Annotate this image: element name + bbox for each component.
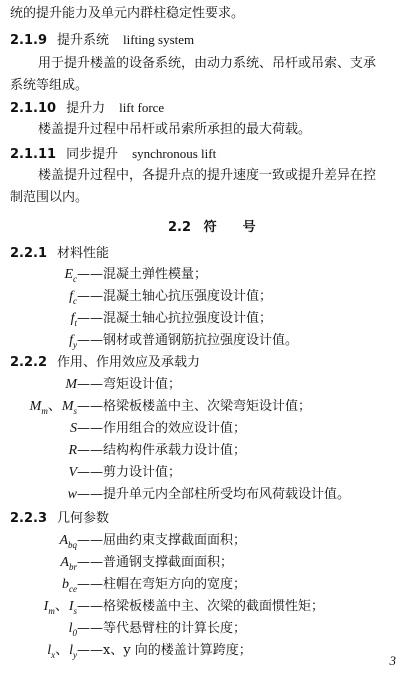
symbol-definition: ——普通钢支撑截面面积； <box>77 555 234 570</box>
symbol: V <box>68 465 77 480</box>
symbol-definition: ——提升单元内全部柱所受均布风荷载设计值。 <box>77 487 351 502</box>
symbol-definition: ——弯矩设计值； <box>77 377 182 392</box>
symbol-row <box>0 531 246 555</box>
symbol-row <box>0 441 246 461</box>
group-heading <box>10 509 109 529</box>
clause-heading <box>10 30 194 51</box>
clause-description: 楼盖提升过程中吊杆或吊索所承担的最大荷载。 <box>38 122 312 137</box>
symbol: M <box>65 377 77 392</box>
symbol: $f_t$ <box>70 311 77 328</box>
group-heading <box>10 353 200 373</box>
symbol: $f_c$ <box>69 289 77 306</box>
symbol: $f_y$ <box>69 333 77 350</box>
symbol: $A_{br}$ <box>60 555 77 572</box>
symbol-row <box>0 397 311 421</box>
symbol-definition: ——混凝土轴心抗压强度设计值； <box>77 289 273 304</box>
symbol-definition: ——混凝土弹性模量； <box>77 267 208 282</box>
group-number: 2.2.2 <box>10 355 48 370</box>
clause-description: 楼盖提升过程中，各提升点的提升速度一致或提升差异在控 <box>38 168 377 183</box>
symbol-row <box>0 375 181 395</box>
group-title: 材料性能 <box>57 246 110 261</box>
symbol-row <box>0 331 298 355</box>
symbol: $A_{bq}$ <box>59 533 77 550</box>
group-number: 2.2.3 <box>10 511 48 526</box>
symbol-definition: ——结构构件承载力设计值； <box>77 443 247 458</box>
symbol: $l_x$、$l_y$ <box>47 643 77 660</box>
clause-heading <box>10 98 164 119</box>
symbol: $l_0$ <box>68 621 77 638</box>
symbol-definition: ——柱帽在弯矩方向的宽度； <box>77 577 247 592</box>
symbol-row <box>0 619 246 643</box>
symbol-definition: ——混凝土轴心抗拉强度设计值； <box>77 311 273 326</box>
group-title: 作用、作用效应及承载力 <box>57 355 201 370</box>
group-number: 2.2.1 <box>10 246 48 261</box>
symbol: R <box>68 443 77 458</box>
clause-term: 同步提升 <box>66 147 119 162</box>
symbol-row <box>0 265 207 289</box>
symbol-definition: ——格梁板楼盖中主、次梁的截面惯性矩； <box>77 599 325 614</box>
symbol-definition: ——钢材或普通钢筋抗拉强度设计值。 <box>77 333 299 348</box>
symbol-row <box>0 419 246 439</box>
clause-heading <box>10 144 216 165</box>
symbol: $I_m$、$I_s$ <box>43 599 77 616</box>
symbol-row <box>0 287 272 311</box>
symbol-row <box>0 597 324 621</box>
symbol-definition: ——格梁板楼盖中主、次梁弯矩设计值； <box>77 399 312 414</box>
clause-description: 用于提升楼盖的设备系统，由动力系统、吊杆或吊索、支承 <box>38 56 377 71</box>
page-number: 3 <box>389 653 396 668</box>
clause-description: 制范围以内。 <box>10 190 89 205</box>
clause-number: 2.1.11 <box>10 147 57 162</box>
group-heading <box>10 244 109 264</box>
clause-english: lifting system <box>123 32 195 47</box>
clause-english: synchronous lift <box>132 146 217 161</box>
clause-term: 提升力 <box>66 101 106 116</box>
symbol-definition: ——屈曲约束支撑截面面积； <box>77 533 247 548</box>
clause-term: 提升系统 <box>57 33 110 48</box>
symbol-row <box>0 641 252 665</box>
symbol-definition: ——剪力设计值； <box>77 465 182 480</box>
symbol: w <box>67 487 77 502</box>
symbol-definition: ——x、y 向的楼盖计算跨度； <box>77 643 252 658</box>
symbol-row <box>0 553 233 577</box>
continued-text: 统的提升能力及单元内群柱稳定性要求。 <box>10 6 245 21</box>
clause-number: 2.1.10 <box>10 101 57 116</box>
symbol: $b_{ce}$ <box>62 577 77 594</box>
section-title: 符 号 <box>203 220 256 235</box>
clause-english: lift force <box>119 100 165 115</box>
symbol-row <box>0 485 350 505</box>
symbol-definition: ——作用组合的效应设计值； <box>77 421 247 436</box>
symbol-definition: ——等代悬臂柱的计算长度； <box>77 621 247 636</box>
symbol-row <box>0 463 181 483</box>
section-number: 2.2 <box>168 220 192 235</box>
group-title: 几何参数 <box>57 511 110 526</box>
symbol-row <box>0 309 272 333</box>
symbol: $M_m$、$M_s$ <box>29 399 77 416</box>
section-heading <box>168 218 256 238</box>
symbol-row <box>0 575 246 599</box>
clause-number: 2.1.9 <box>10 33 48 48</box>
symbol: $E_c$ <box>64 267 77 284</box>
clause-description: 系统等组成。 <box>10 78 89 93</box>
symbol: S <box>70 421 77 436</box>
